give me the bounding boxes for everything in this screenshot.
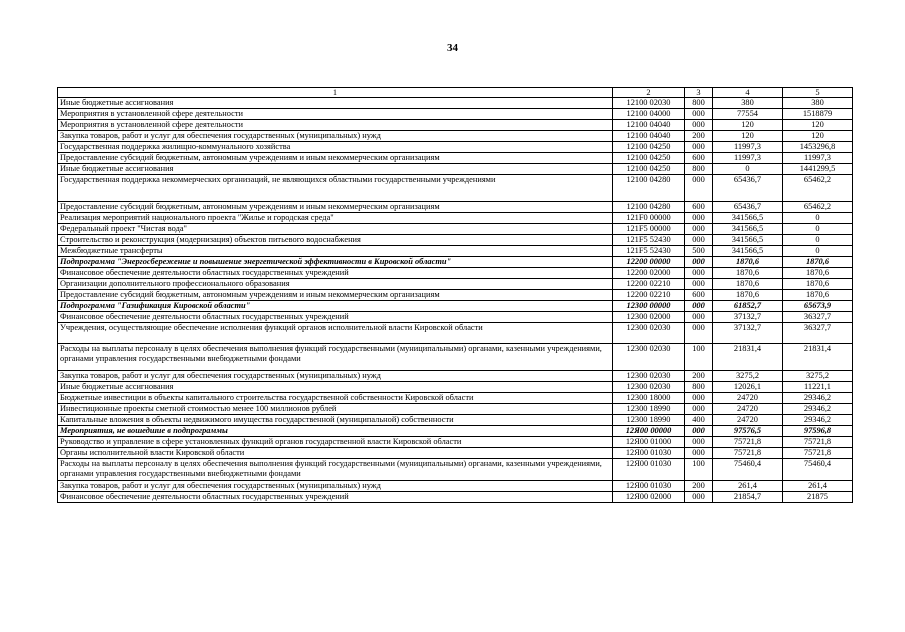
table-row — [58, 153, 853, 164]
row-name-cell: Предоставление субсидий бюджетным, автономным учреждениям и иным некоммерческим организациям — [58, 202, 613, 213]
row-name-cell: Мероприятия в установленной сфере деятельности — [58, 120, 613, 131]
table-row — [58, 224, 853, 235]
header-col-3: 3 — [685, 88, 713, 98]
table-row — [58, 426, 853, 437]
row-value-5-cell: 0 — [783, 235, 853, 246]
row-code-cell: 121F5 00000 — [613, 224, 685, 235]
row-value-5-cell: 11997,3 — [783, 153, 853, 164]
table-row — [58, 131, 853, 142]
row-value-4-cell: 1870,6 — [713, 268, 783, 279]
table-row — [58, 415, 853, 426]
row-type-cell: 200 — [685, 371, 713, 382]
row-code-cell: 12100 02030 — [613, 98, 685, 109]
row-code-cell: 12100 04280 — [613, 202, 685, 213]
row-value-5-cell: 1870,6 — [783, 257, 853, 268]
row-value-4-cell: 1870,6 — [713, 290, 783, 301]
row-type-cell: 800 — [685, 164, 713, 175]
row-name-cell: Реализация мероприятий национального проекта "Жилье и городская среда" — [58, 213, 613, 224]
row-value-5-cell: 120 — [783, 131, 853, 142]
row-value-4-cell: 21831,4 — [713, 344, 783, 371]
row-value-4-cell: 65436,7 — [713, 202, 783, 213]
header-col-1: 1 — [58, 88, 613, 98]
row-type-cell: 800 — [685, 98, 713, 109]
row-code-cell: 12200 02210 — [613, 279, 685, 290]
row-value-4-cell: 3275,2 — [713, 371, 783, 382]
row-code-cell: 121F5 52430 — [613, 235, 685, 246]
row-value-4-cell: 65436,7 — [713, 175, 783, 202]
row-code-cell: 12100 04250 — [613, 142, 685, 153]
table-row — [58, 344, 853, 371]
row-code-cell: 12300 02030 — [613, 323, 685, 344]
row-value-4-cell: 12026,1 — [713, 382, 783, 393]
table-row — [58, 393, 853, 404]
table-row — [58, 279, 853, 290]
row-name-cell: Иные бюджетные ассигнования — [58, 164, 613, 175]
table-row — [58, 98, 853, 109]
table-row — [58, 257, 853, 268]
table-row — [58, 175, 853, 202]
row-value-4-cell: 341566,5 — [713, 235, 783, 246]
row-code-cell: 12300 02030 — [613, 344, 685, 371]
table-row — [58, 382, 853, 393]
row-value-4-cell: 1870,6 — [713, 257, 783, 268]
row-name-cell: Финансовое обеспечение деятельности областных государственных учреждений — [58, 268, 613, 279]
row-type-cell: 000 — [685, 224, 713, 235]
row-code-cell: 12200 02000 — [613, 268, 685, 279]
row-code-cell: 12200 00000 — [613, 257, 685, 268]
row-name-cell: Межбюджетные трансферты — [58, 246, 613, 257]
row-value-5-cell: 120 — [783, 120, 853, 131]
row-type-cell: 800 — [685, 382, 713, 393]
row-value-5-cell: 1870,6 — [783, 290, 853, 301]
row-value-4-cell: 341566,5 — [713, 213, 783, 224]
row-type-cell: 500 — [685, 246, 713, 257]
row-name-cell: Государственная поддержка некоммерческих организаций, не являющихся областными государственными учреждениями — [58, 175, 613, 202]
table-row — [58, 371, 853, 382]
row-code-cell: 121F5 52430 — [613, 246, 685, 257]
row-value-4-cell: 1870,6 — [713, 279, 783, 290]
table-row — [58, 448, 853, 459]
row-type-cell: 000 — [685, 268, 713, 279]
row-type-cell: 000 — [685, 142, 713, 153]
header-row — [58, 88, 853, 98]
row-value-4-cell: 24720 — [713, 404, 783, 415]
row-type-cell: 000 — [685, 323, 713, 344]
row-name-cell: Инвестиционные проекты сметной стоимостью менее 100 миллионов рублей — [58, 404, 613, 415]
row-value-5-cell: 1870,6 — [783, 279, 853, 290]
row-type-cell: 000 — [685, 213, 713, 224]
row-type-cell: 000 — [685, 437, 713, 448]
row-name-cell: Иные бюджетные ассигнования — [58, 382, 613, 393]
row-name-cell: Мероприятия, не вошедшие в подпрограммы — [58, 426, 613, 437]
row-value-4-cell: 75721,8 — [713, 448, 783, 459]
row-code-cell: 12300 18000 — [613, 393, 685, 404]
row-type-cell: 000 — [685, 235, 713, 246]
row-name-cell: Закупка товаров, работ и услуг для обеспечения государственных (муниципальных) нужд — [58, 481, 613, 492]
row-value-5-cell: 29346,2 — [783, 404, 853, 415]
table-row — [58, 404, 853, 415]
row-value-5-cell: 29346,2 — [783, 393, 853, 404]
table-row — [58, 202, 853, 213]
row-name-cell: Организации дополнительного профессионального образования — [58, 279, 613, 290]
row-value-4-cell: 77554 — [713, 109, 783, 120]
row-code-cell: 12Я00 00000 — [613, 426, 685, 437]
row-value-4-cell: 261,4 — [713, 481, 783, 492]
row-value-5-cell: 1518879 — [783, 109, 853, 120]
row-code-cell: 121F0 00000 — [613, 213, 685, 224]
row-value-5-cell: 75721,8 — [783, 437, 853, 448]
row-code-cell: 12300 02030 — [613, 371, 685, 382]
table-body — [58, 98, 853, 503]
row-type-cell: 600 — [685, 202, 713, 213]
row-code-cell: 12100 04250 — [613, 164, 685, 175]
row-value-4-cell: 75721,8 — [713, 437, 783, 448]
row-type-cell: 000 — [685, 257, 713, 268]
row-type-cell: 200 — [685, 481, 713, 492]
row-value-4-cell: 37132,7 — [713, 323, 783, 344]
row-code-cell: 12Я00 01000 — [613, 437, 685, 448]
row-value-5-cell: 36327,7 — [783, 323, 853, 344]
row-value-5-cell: 65462,2 — [783, 175, 853, 202]
row-type-cell: 000 — [685, 448, 713, 459]
row-value-5-cell: 1441299,5 — [783, 164, 853, 175]
table-row — [58, 290, 853, 301]
budget-table-container — [57, 87, 853, 503]
row-code-cell: 12200 02210 — [613, 290, 685, 301]
header-col-2: 2 — [613, 88, 685, 98]
row-value-4-cell: 341566,5 — [713, 224, 783, 235]
row-value-4-cell: 380 — [713, 98, 783, 109]
row-value-5-cell: 36327,7 — [783, 312, 853, 323]
table-row — [58, 246, 853, 257]
row-type-cell: 000 — [685, 279, 713, 290]
row-value-5-cell: 0 — [783, 213, 853, 224]
row-value-5-cell: 21875 — [783, 492, 853, 503]
row-type-cell: 000 — [685, 301, 713, 312]
row-code-cell: 12100 04040 — [613, 131, 685, 142]
row-code-cell: 12300 18990 — [613, 404, 685, 415]
row-code-cell: 12300 02030 — [613, 382, 685, 393]
table-row — [58, 109, 853, 120]
table-row — [58, 437, 853, 448]
row-code-cell: 12100 04250 — [613, 153, 685, 164]
table-row — [58, 481, 853, 492]
row-code-cell: 12Я00 01030 — [613, 448, 685, 459]
row-value-5-cell: 1870,6 — [783, 268, 853, 279]
table-row — [58, 312, 853, 323]
row-value-4-cell: 120 — [713, 120, 783, 131]
row-type-cell: 200 — [685, 131, 713, 142]
row-value-4-cell: 11997,3 — [713, 153, 783, 164]
row-code-cell: 12300 02000 — [613, 312, 685, 323]
row-value-4-cell: 24720 — [713, 415, 783, 426]
row-name-cell: Подпрограмма "Энергосбережение и повышение энергетической эффективности в Кировской области" — [58, 257, 613, 268]
row-value-5-cell: 21831,4 — [783, 344, 853, 371]
row-code-cell: 12Я00 02000 — [613, 492, 685, 503]
row-name-cell: Предоставление субсидий бюджетным, автономным учреждениям и иным некоммерческим организациям — [58, 153, 613, 164]
row-type-cell: 400 — [685, 415, 713, 426]
row-value-5-cell: 0 — [783, 246, 853, 257]
row-value-5-cell: 29346,2 — [783, 415, 853, 426]
row-value-5-cell: 380 — [783, 98, 853, 109]
row-type-cell: 000 — [685, 492, 713, 503]
row-name-cell: Государственная поддержка жилищно-коммунального хозяйства — [58, 142, 613, 153]
row-type-cell: 100 — [685, 459, 713, 481]
row-value-4-cell: 0 — [713, 164, 783, 175]
table-row — [58, 213, 853, 224]
row-code-cell: 12300 18990 — [613, 415, 685, 426]
row-value-5-cell: 0 — [783, 224, 853, 235]
row-name-cell: Мероприятия в установленной сфере деятельности — [58, 109, 613, 120]
row-code-cell: 12100 04000 — [613, 109, 685, 120]
row-code-cell: 12Я00 01030 — [613, 481, 685, 492]
row-value-5-cell: 97596,8 — [783, 426, 853, 437]
header-col-5: 5 — [783, 88, 853, 98]
row-type-cell: 000 — [685, 404, 713, 415]
row-type-cell: 600 — [685, 290, 713, 301]
row-code-cell: 12100 04280 — [613, 175, 685, 202]
header-col-4: 4 — [713, 88, 783, 98]
row-type-cell: 000 — [685, 426, 713, 437]
table-row — [58, 142, 853, 153]
table-row — [58, 235, 853, 246]
budget-table — [57, 87, 853, 503]
row-name-cell: Расходы на выплаты персоналу в целях обеспечения выполнения функций государственными (муниципальными) органами, казенными учреждениями, органами управления государственными внебюджетными фондами — [58, 344, 613, 371]
table-row — [58, 323, 853, 344]
row-value-5-cell: 1453296,8 — [783, 142, 853, 153]
row-value-5-cell: 65462,2 — [783, 202, 853, 213]
row-name-cell: Учреждения, осуществляющие обеспечение исполнения функций органов исполнительной власти Кировской области — [58, 323, 613, 344]
row-code-cell: 12100 04040 — [613, 120, 685, 131]
row-value-4-cell: 120 — [713, 131, 783, 142]
row-value-5-cell: 75460,4 — [783, 459, 853, 481]
row-value-4-cell: 75460,4 — [713, 459, 783, 481]
row-value-4-cell: 11997,3 — [713, 142, 783, 153]
row-name-cell: Финансовое обеспечение деятельности областных государственных учреждений — [58, 492, 613, 503]
table-row — [58, 164, 853, 175]
table-row — [58, 459, 853, 481]
row-value-5-cell: 3275,2 — [783, 371, 853, 382]
row-name-cell: Расходы на выплаты персоналу в целях обеспечения выполнения функций государственными (муниципальными) органами, казенными учреждениями, органами управления государственными внебюджетными фондами — [58, 459, 613, 481]
row-type-cell: 600 — [685, 153, 713, 164]
row-type-cell: 000 — [685, 175, 713, 202]
row-name-cell: Органы исполнительной власти Кировской области — [58, 448, 613, 459]
row-value-5-cell: 65673,9 — [783, 301, 853, 312]
table-row — [58, 268, 853, 279]
table-row — [58, 301, 853, 312]
row-name-cell: Руководство и управление в сфере установленных функций органов государственной власти Кировской области — [58, 437, 613, 448]
row-type-cell: 000 — [685, 393, 713, 404]
table-header — [58, 88, 853, 98]
row-name-cell: Капитальные вложения в объекты недвижимого имущества государственной (муниципальной) собственности — [58, 415, 613, 426]
row-name-cell: Закупка товаров, работ и услуг для обеспечения государственных (муниципальных) нужд — [58, 371, 613, 382]
row-name-cell: Строительство и реконструкция (модернизация) объектов питьевого водоснабжения — [58, 235, 613, 246]
row-value-5-cell: 75721,8 — [783, 448, 853, 459]
row-name-cell: Подпрограмма "Газификация Кировской области" — [58, 301, 613, 312]
row-value-5-cell: 11221,1 — [783, 382, 853, 393]
table-row — [58, 492, 853, 503]
row-name-cell: Предоставление субсидий бюджетным, автономным учреждениям и иным некоммерческим организациям — [58, 290, 613, 301]
row-value-4-cell: 341566,5 — [713, 246, 783, 257]
row-value-4-cell: 24720 — [713, 393, 783, 404]
row-value-4-cell: 21854,7 — [713, 492, 783, 503]
row-value-4-cell: 97576,5 — [713, 426, 783, 437]
row-type-cell: 100 — [685, 344, 713, 371]
row-value-4-cell: 61852,7 — [713, 301, 783, 312]
row-type-cell: 000 — [685, 312, 713, 323]
row-name-cell: Федеральный проект "Чистая вода" — [58, 224, 613, 235]
page-number: 34 — [447, 42, 458, 54]
row-name-cell: Бюджетные инвестиции в объекты капитального строительства государственной собственности Кировской области — [58, 393, 613, 404]
row-name-cell: Закупка товаров, работ и услуг для обеспечения государственных (муниципальных) нужд — [58, 131, 613, 142]
row-value-4-cell: 37132,7 — [713, 312, 783, 323]
row-name-cell: Финансовое обеспечение деятельности областных государственных учреждений — [58, 312, 613, 323]
row-code-cell: 12300 00000 — [613, 301, 685, 312]
row-code-cell: 12Я00 01030 — [613, 459, 685, 481]
row-type-cell: 000 — [685, 109, 713, 120]
table-row — [58, 120, 853, 131]
row-value-5-cell: 261,4 — [783, 481, 853, 492]
row-name-cell: Иные бюджетные ассигнования — [58, 98, 613, 109]
row-type-cell: 000 — [685, 120, 713, 131]
